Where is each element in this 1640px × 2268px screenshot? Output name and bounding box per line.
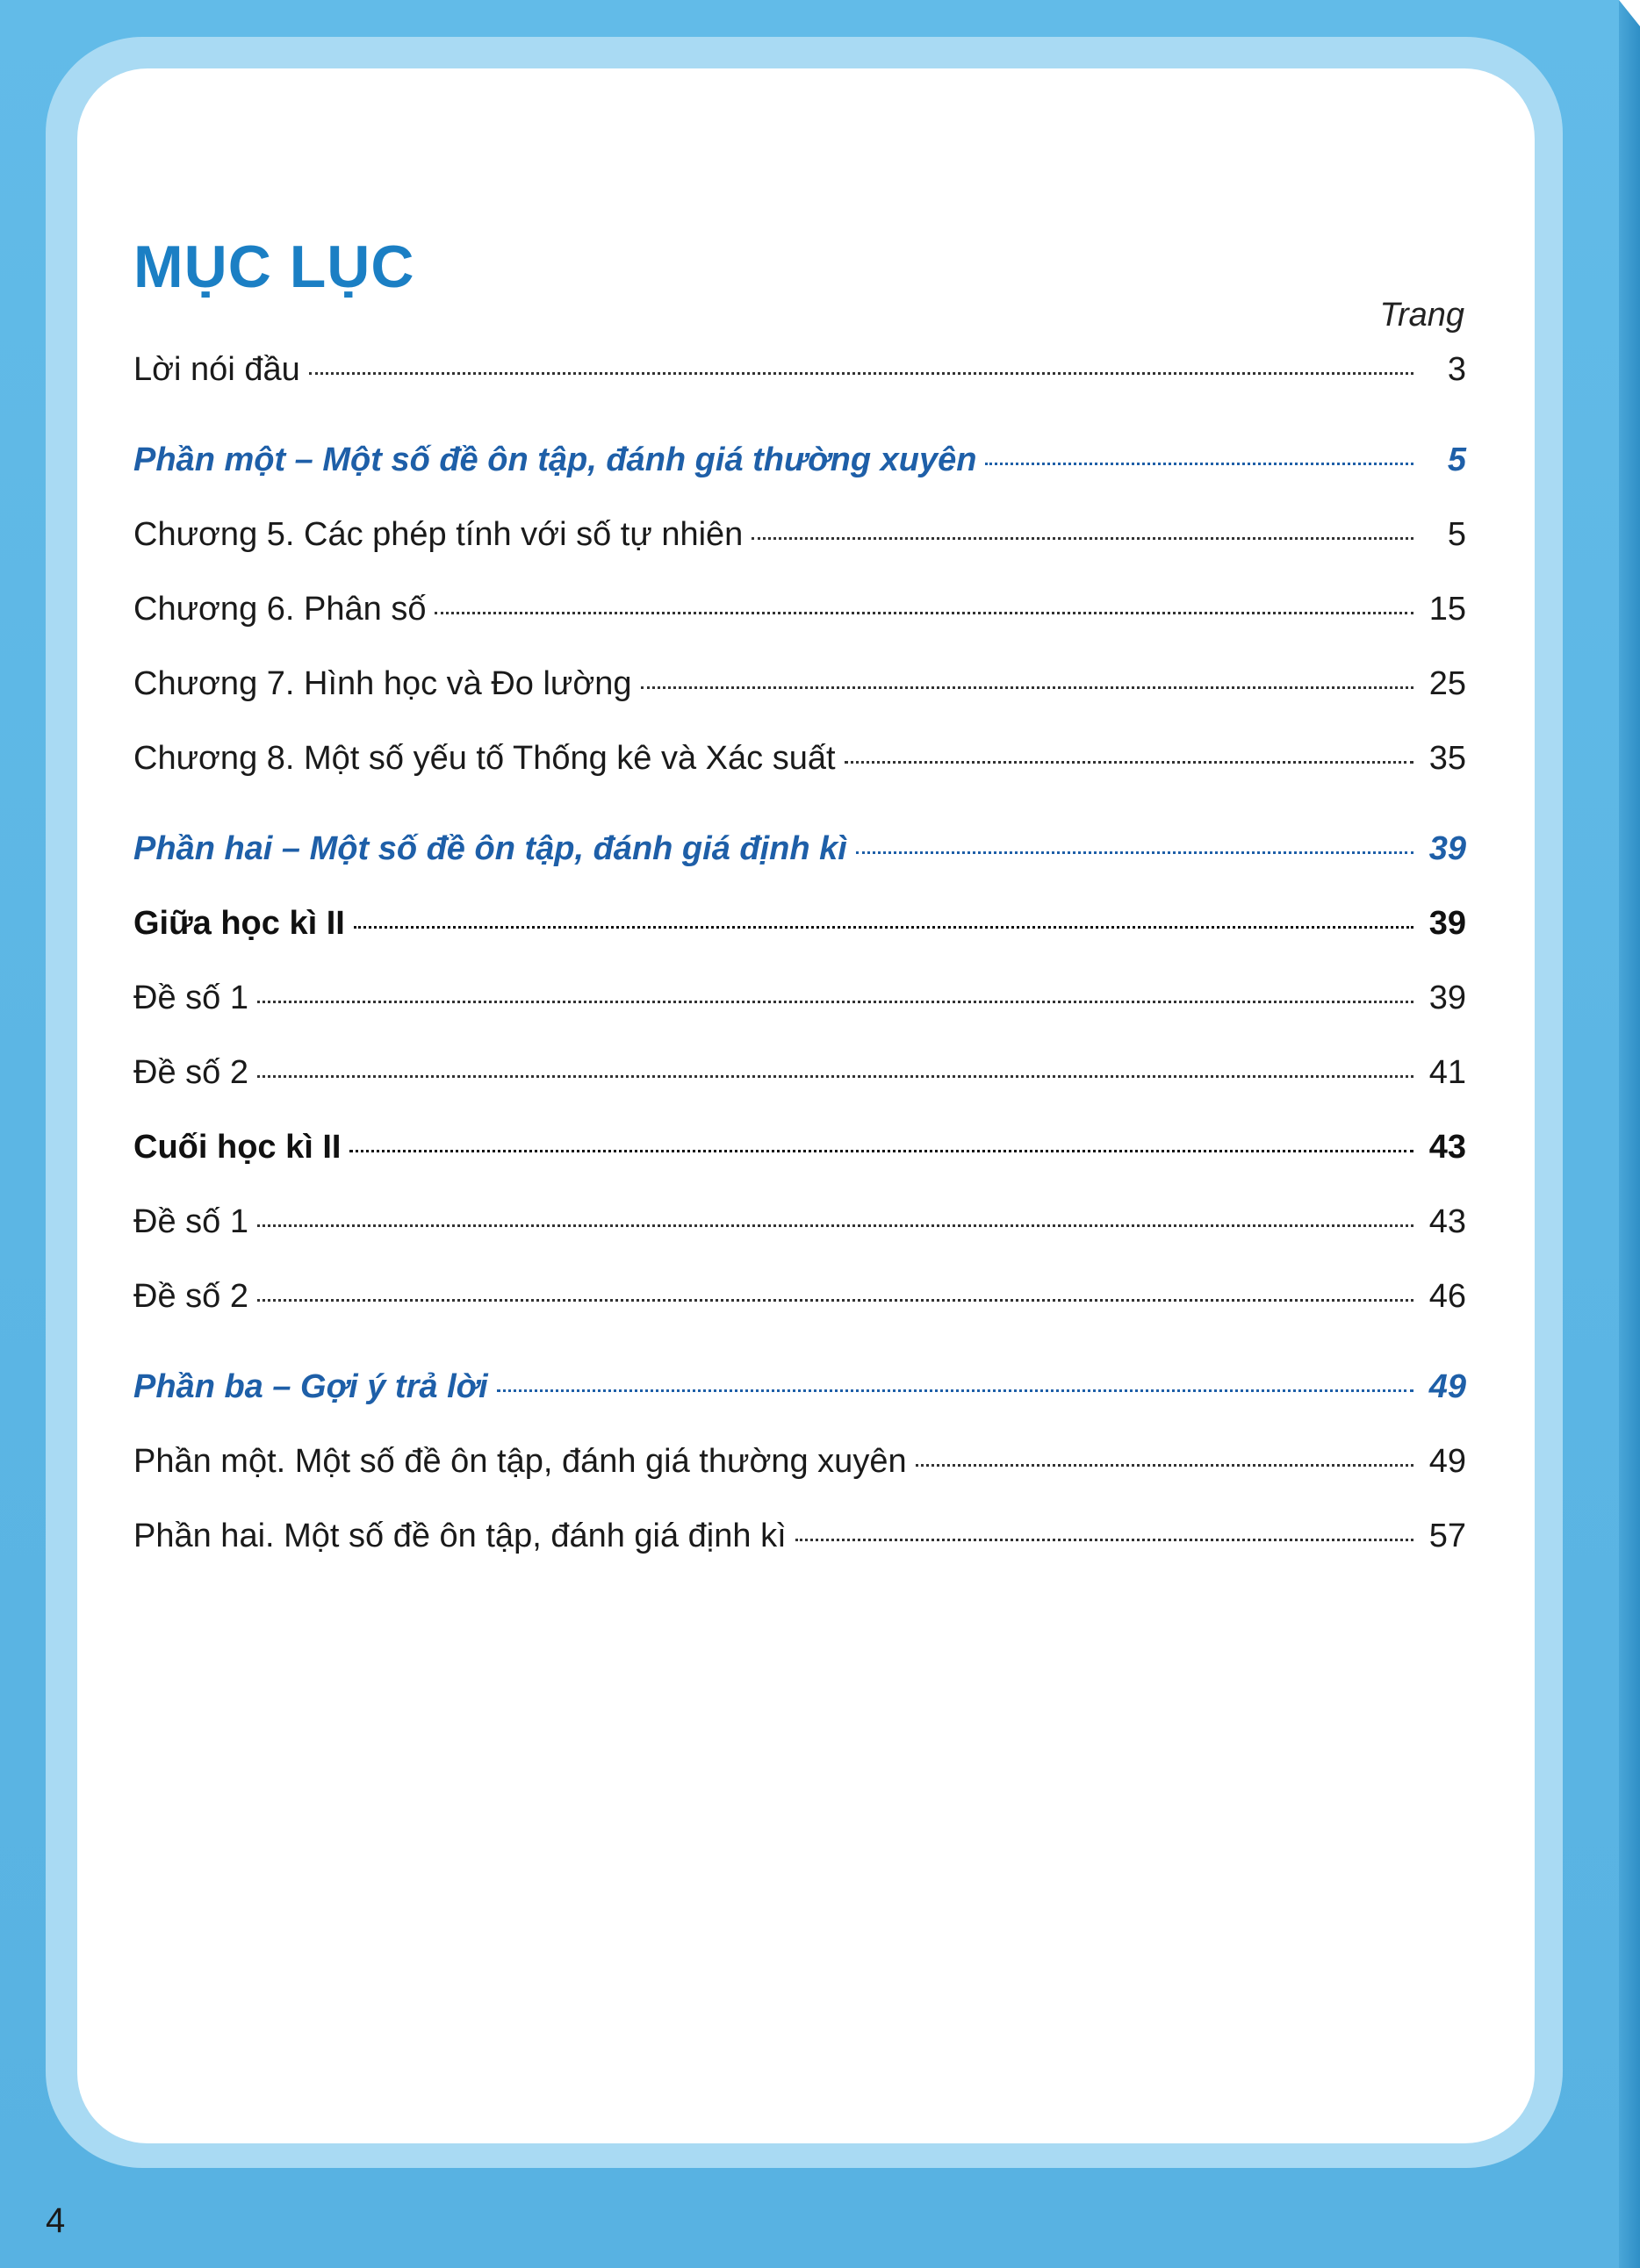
toc-entry-page: 15 [1428, 591, 1466, 628]
dot-leader [257, 1001, 1413, 1003]
toc-entry-page: 39 [1428, 830, 1466, 867]
toc-entry-part-two[interactable] [133, 830, 1466, 905]
toc-entry-midterm-test-2[interactable] [133, 1054, 1466, 1129]
toc-entry-chapter-6[interactable] [133, 591, 1466, 665]
dot-leader [845, 761, 1413, 764]
dot-leader [257, 1299, 1413, 1302]
dot-leader [752, 537, 1413, 540]
dot-leader [497, 1389, 1413, 1392]
dot-leader [309, 372, 1413, 375]
toc-entry-label: Đề số 1 [133, 1203, 248, 1240]
toc-entry-page: 49 [1428, 1443, 1466, 1480]
toc-entry-part-three[interactable] [133, 1368, 1466, 1443]
dot-leader [985, 463, 1413, 465]
dot-leader [257, 1075, 1413, 1078]
dot-leader [354, 926, 1413, 929]
toc-entry-page: 3 [1447, 351, 1466, 388]
toc-entry-chapter-5[interactable] [133, 516, 1466, 591]
dot-leader [795, 1539, 1413, 1541]
toc-entry-page: 57 [1428, 1518, 1466, 1554]
toc-entry-midterm[interactable] [133, 905, 1466, 980]
toc-entry-label: Phần một – Một số đề ôn tập, đánh giá thường xuyên [133, 441, 977, 478]
toc-entry-part-one[interactable] [133, 441, 1466, 516]
toc-entry-page: 5 [1447, 516, 1466, 553]
toc-title: MỤC LỤC [133, 233, 415, 300]
toc-entry-chapter-8[interactable] [133, 740, 1466, 815]
dot-leader [435, 612, 1413, 614]
toc-entry-page: 39 [1428, 980, 1466, 1016]
dot-leader [641, 686, 1413, 689]
toc-entry-answers-part-two[interactable] [133, 1518, 1466, 1592]
toc-entry-label: Phần ba – Gợi ý trả lời [133, 1368, 488, 1405]
toc-entry-page: 41 [1428, 1054, 1466, 1091]
toc-entry-final-test-2[interactable] [133, 1278, 1466, 1353]
toc-entry-label: Phần hai. Một số đề ôn tập, đánh giá định kì [133, 1518, 787, 1554]
toc-entry-chapter-7[interactable] [133, 665, 1466, 740]
toc-entry-label: Cuối học kì II [133, 1129, 342, 1166]
dot-leader [916, 1464, 1413, 1467]
toc-entry-page: 43 [1428, 1203, 1466, 1240]
toc-entry-page: 43 [1428, 1129, 1466, 1166]
dot-leader [349, 1150, 1413, 1152]
toc-entry-label: Chương 7. Hình học và Đo lường [133, 665, 632, 702]
toc-entry-label: Phần một. Một số đề ôn tập, đánh giá thường xuyên [133, 1443, 907, 1480]
book-spine-edge [1619, 0, 1640, 2268]
toc-entry-final-test-1[interactable] [133, 1203, 1466, 1278]
toc-entry-label: Đề số 2 [133, 1278, 248, 1315]
toc-entry-page: 39 [1428, 905, 1466, 942]
toc-entry-foreword[interactable] [133, 351, 1466, 426]
toc-entry-label: Phần hai – Một số đề ôn tập, đánh giá định kì [133, 830, 847, 867]
toc-entry-page: 49 [1428, 1368, 1466, 1405]
toc-entry-final-term[interactable] [133, 1129, 1466, 1203]
toc-entry-label: Giữa học kì II [133, 905, 345, 942]
toc-entry-label: Lời nói đầu [133, 351, 300, 388]
toc-entry-midterm-test-1[interactable] [133, 980, 1466, 1054]
toc-entry-label: Chương 8. Một số yếu tố Thống kê và Xác suất [133, 740, 836, 777]
toc-entry-label: Chương 5. Các phép tính với số tự nhiên [133, 516, 744, 553]
toc-entry-page: 25 [1428, 665, 1466, 702]
dot-leader [257, 1224, 1413, 1227]
toc-entry-label: Đề số 1 [133, 980, 248, 1016]
dot-leader [856, 851, 1413, 854]
toc-entry-page: 35 [1428, 740, 1466, 777]
page-number: 4 [46, 2201, 66, 2240]
toc-list [133, 351, 1466, 1592]
toc-entry-label: Đề số 2 [133, 1054, 248, 1091]
toc-entry-label: Chương 6. Phân số [133, 591, 427, 628]
toc-entry-answers-part-one[interactable] [133, 1443, 1466, 1518]
toc-entry-page: 5 [1447, 441, 1466, 478]
toc-entry-page: 46 [1428, 1278, 1466, 1315]
page-column-label: Trang [1379, 297, 1464, 334]
